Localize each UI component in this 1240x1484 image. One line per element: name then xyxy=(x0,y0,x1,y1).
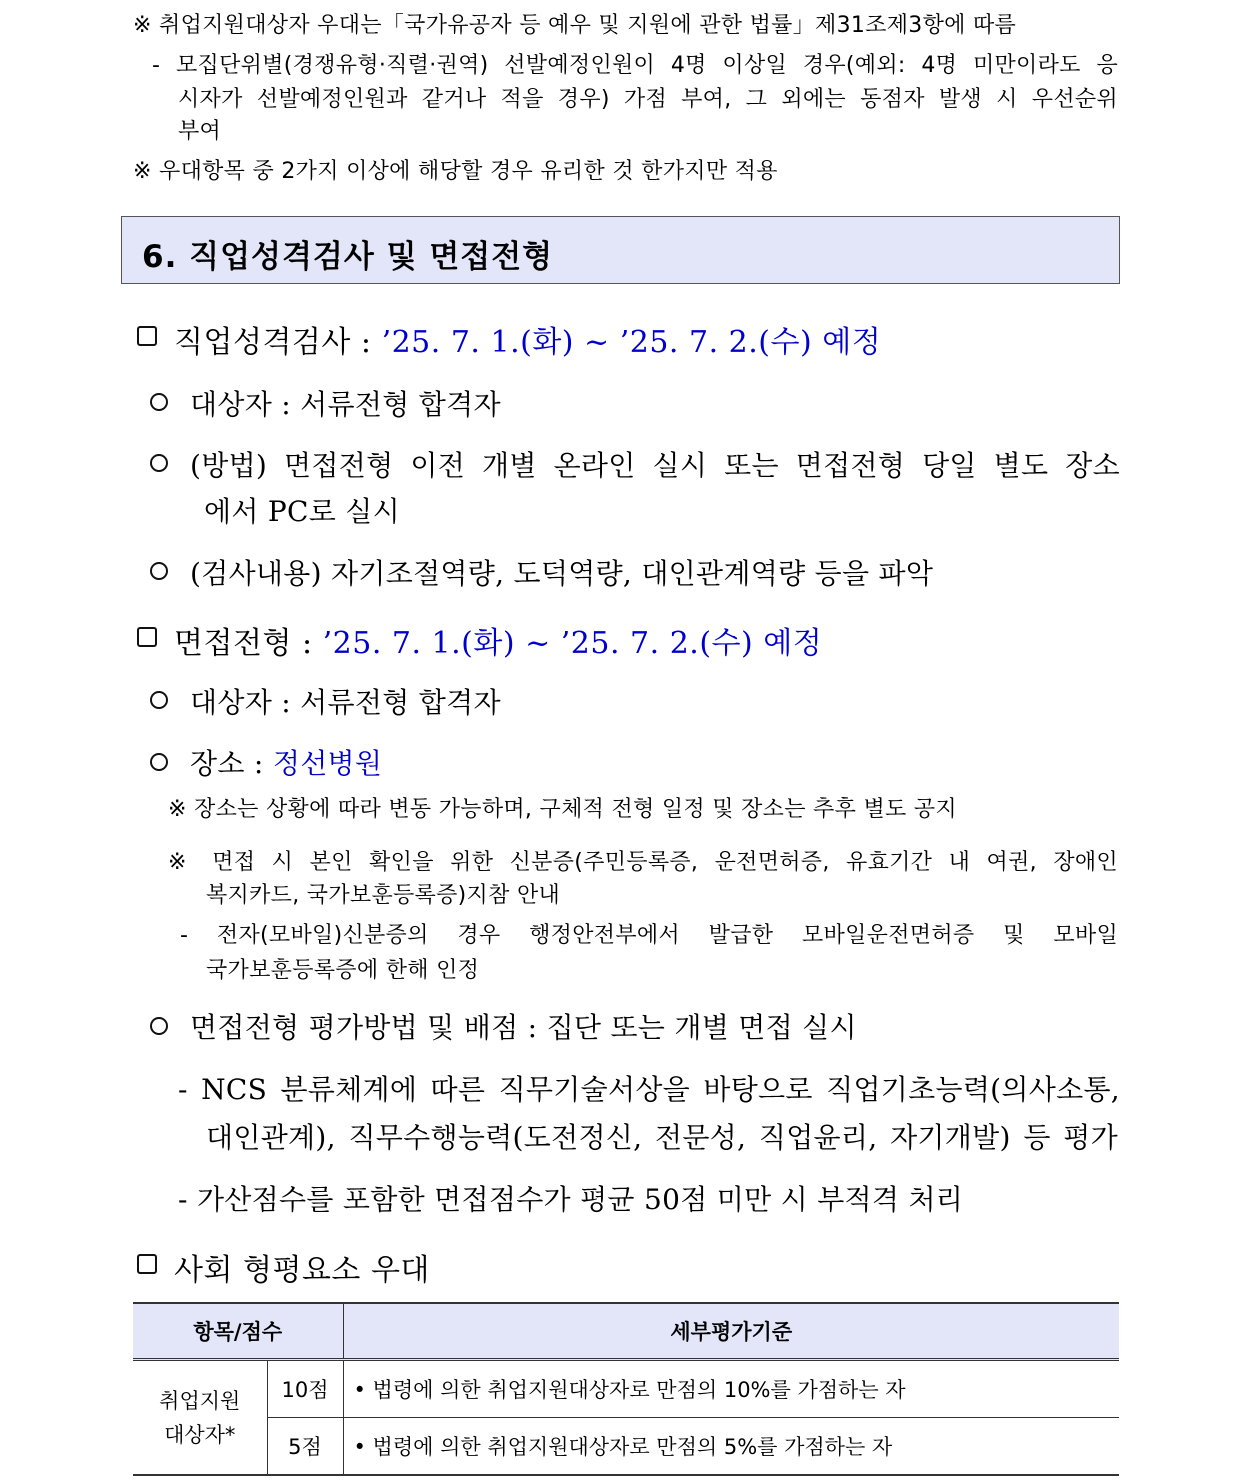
personality-test-method-line1: (방법) 면접전형 이전 개별 온라인 실시 또는 면접전형 당일 별도 장소 xyxy=(190,449,1120,482)
table-criterion-cell: • 법령에 의한 취업지원대상자로 만점의 10%를 가점하는 자 xyxy=(343,1360,1119,1418)
note-bonus-condition-line1: - 모집단위별(경쟁유형·직렬·권역) 선발예정인원이 4명 이상일 경우(예외: 4명 미만이라도 응 xyxy=(152,53,1118,78)
table-header-row xyxy=(133,1303,1119,1360)
note-veterans-law: ※ 취업지원대상자 우대는「국가유공자 등 예우 및 지원에 관한 법률」제31조제3항에 따름 xyxy=(133,13,1017,38)
interview-id-note-line1: ※ 면접 시 본인 확인을 위한 신분증(주민등록증, 운전면허증, 유효기간 내 여권, 장애인 xyxy=(168,850,1118,875)
personality-test-heading-row xyxy=(174,317,881,361)
circle-bullet-icon xyxy=(150,691,168,709)
personality-test-method-line2: 에서 PC로 실시 xyxy=(204,495,401,528)
social-equity-table xyxy=(133,1302,1119,1476)
table-category-line1: 취업지원 xyxy=(159,1388,241,1413)
circle-bullet-icon xyxy=(150,562,168,580)
circle-bullet-icon xyxy=(150,393,168,411)
table-score-cell: 10점 xyxy=(267,1360,343,1418)
note-bonus-condition-line2: 시자가 선발예정인원과 같거나 적을 경우) 가점 부여, 그 외에는 동점자 발생 시 우선순위 xyxy=(178,87,1118,112)
personality-test-target: 대상자 : 서류전형 합격자 xyxy=(190,388,501,421)
interview-evaluation-method: 면접전형 평가방법 및 배점 : 집단 또는 개별 면접 실시 xyxy=(190,1011,857,1044)
interview-heading: 면접전형 : xyxy=(174,626,323,661)
circle-bullet-icon xyxy=(150,1017,168,1035)
circle-bullet-icon xyxy=(150,753,168,771)
social-equity-heading: 사회 형평요소 우대 xyxy=(174,1253,430,1288)
interview-target: 대상자 : 서류전형 합격자 xyxy=(190,686,501,719)
square-bullet-icon xyxy=(137,326,157,346)
personality-test-content: (검사내용) 자기조절역량, 도덕역량, 대인관계역량 등을 파악 xyxy=(190,557,934,590)
table-category-line2: 대상자* xyxy=(164,1422,236,1447)
section-title: 6. 직업성격검사 및 면접전형 xyxy=(142,239,554,275)
table-row xyxy=(133,1360,1119,1418)
interview-disqualification: - 가산점수를 포함한 면접점수가 평균 50점 미만 시 부적격 처리 xyxy=(178,1183,964,1216)
note-single-preference: ※ 우대항목 중 2가지 이상에 해당할 경우 유리한 것 한가지만 적용 xyxy=(133,159,778,184)
table-header-category: 항목/점수 xyxy=(133,1303,343,1360)
interview-location-label: 장소 : xyxy=(190,747,273,780)
table-criterion-cell: • 법령에 의한 취업지원대상자로 만점의 5%를 가점하는 자 xyxy=(343,1418,1119,1476)
interview-ncs-line2: 대인관계), 직무수행능력(도전정신, 전문성, 직업윤리, 자기개발) 등 평가 xyxy=(206,1121,1118,1154)
interview-mobile-id-line1: - 전자(모바일)신분증의 경우 행정안전부에서 발급한 모바일운전면허증 및 모바일 xyxy=(180,923,1118,948)
interview-location-note: ※ 장소는 상황에 따라 변동 가능하며, 구체적 전형 일정 및 장소는 추후 별도 공지 xyxy=(168,797,957,822)
interview-location-row xyxy=(190,742,382,782)
section-header xyxy=(121,216,1120,284)
note-bonus-condition-line3: 부여 xyxy=(178,119,222,144)
interview-heading-row xyxy=(174,618,822,662)
square-bullet-icon xyxy=(137,627,157,647)
table-row xyxy=(133,1418,1119,1476)
circle-bullet-icon xyxy=(150,454,168,472)
interview-schedule: ’25. 7. 1.(화) ~ ’25. 7. 2.(수) 예정 xyxy=(322,626,823,661)
interview-mobile-id-line2: 국가보훈등록증에 한해 인정 xyxy=(206,958,480,983)
interview-ncs-line1: - NCS 분류체계에 따른 직무기술서상을 바탕으로 직업기초능력(의사소통, xyxy=(178,1073,1120,1106)
interview-location-value: 정선병원 xyxy=(272,747,383,780)
table-header-criteria: 세부평가기준 xyxy=(343,1303,1119,1360)
personality-test-heading: 직업성격검사 : xyxy=(174,325,382,360)
personality-test-schedule: ’25. 7. 1.(화) ~ ’25. 7. 2.(수) 예정 xyxy=(381,325,882,360)
square-bullet-icon xyxy=(137,1254,157,1274)
table-category-cell xyxy=(133,1360,267,1476)
table-score-cell: 5점 xyxy=(267,1418,343,1476)
interview-id-note-line2: 복지카드, 국가보훈등록증)지참 안내 xyxy=(206,883,561,908)
